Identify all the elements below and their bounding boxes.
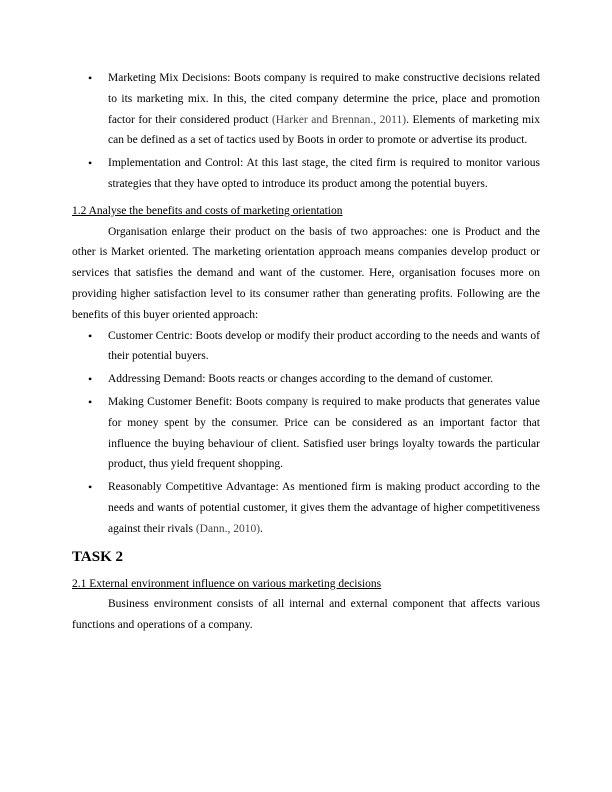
bullet-icon: • xyxy=(88,372,93,387)
bullet-icon: • xyxy=(88,71,93,85)
citation: (Harker and Brennan., 2011) xyxy=(271,113,407,126)
bullet-icon: • xyxy=(88,480,93,495)
list-item-text: Implementation and Control: At this last stage, the cited firm is required to monitor various strategies that they have opted to introduce its product among the potential buyers. xyxy=(108,157,540,190)
list-item-text: Customer Centric: Boots develop or modify their product according to the needs and wants of their potential buyers. xyxy=(108,329,540,363)
section-heading-1-2: 1.2 Analyse the benefits and costs of marketing orientation xyxy=(72,204,343,217)
bullet-icon: • xyxy=(88,156,93,171)
paragraph: Business environment consists of all internal and external component that affects various functions and operations of a company. xyxy=(72,598,540,632)
list-item-text-cont: . Elements of marketing mix can be defined as a set of tactics used by Boots in order to promote or advertise its product. xyxy=(108,113,540,147)
list-item-text-cont: . xyxy=(260,522,263,535)
benefits-list xyxy=(72,326,540,540)
list-item xyxy=(72,369,540,390)
marketing-steps-list xyxy=(72,68,540,195)
list-item xyxy=(72,477,540,539)
paragraph: Organisation enlarge their product on the basis of two approaches: one is Product and the other is Market oriented. The marketing orientation approach means companies develop product or services that satisfies the demand and want of the customer. Here, organisation focuses more on providing higher satisfaction level to its consumer rather than generating profits. Following are the benefits of this buyer oriented approach: xyxy=(72,225,540,321)
section-heading-2-1: 2.1 External environment influence on various marketing decisions xyxy=(72,577,382,590)
citation: (Dann., 2010) xyxy=(195,522,261,535)
list-item xyxy=(72,68,540,151)
list-item xyxy=(72,153,540,195)
bullet-icon: • xyxy=(88,328,93,343)
task-title: TASK 2 xyxy=(72,548,123,565)
list-item xyxy=(72,392,540,475)
list-item-text: Reasonably Competitive Advantage: As mentioned firm is making product according to the needs and wants of potential customer, it gives them the advantage of higher competitiveness against their rivals xyxy=(108,481,540,535)
list-item-text: Addressing Demand: Boots reacts or changes according to the demand of customer. xyxy=(108,373,494,386)
list-item xyxy=(72,326,540,368)
document-page xyxy=(72,68,540,636)
list-item-text: Making Customer Benefit: Boots company is required to make products that generates value for money spent by the consumer. Price can be considered as an important factor that influence the buying behaviour of client. Satisfied user brings loyalty towards the particular product, thus yield frequent shopping. xyxy=(108,395,540,471)
bullet-icon: • xyxy=(88,394,93,409)
list-item-text: Marketing Mix Decisions: Boots company is required to make constructive decisions related to its marketing mix. In this, the cited company determine the price, place and promotion factor for their considered product xyxy=(108,72,540,126)
